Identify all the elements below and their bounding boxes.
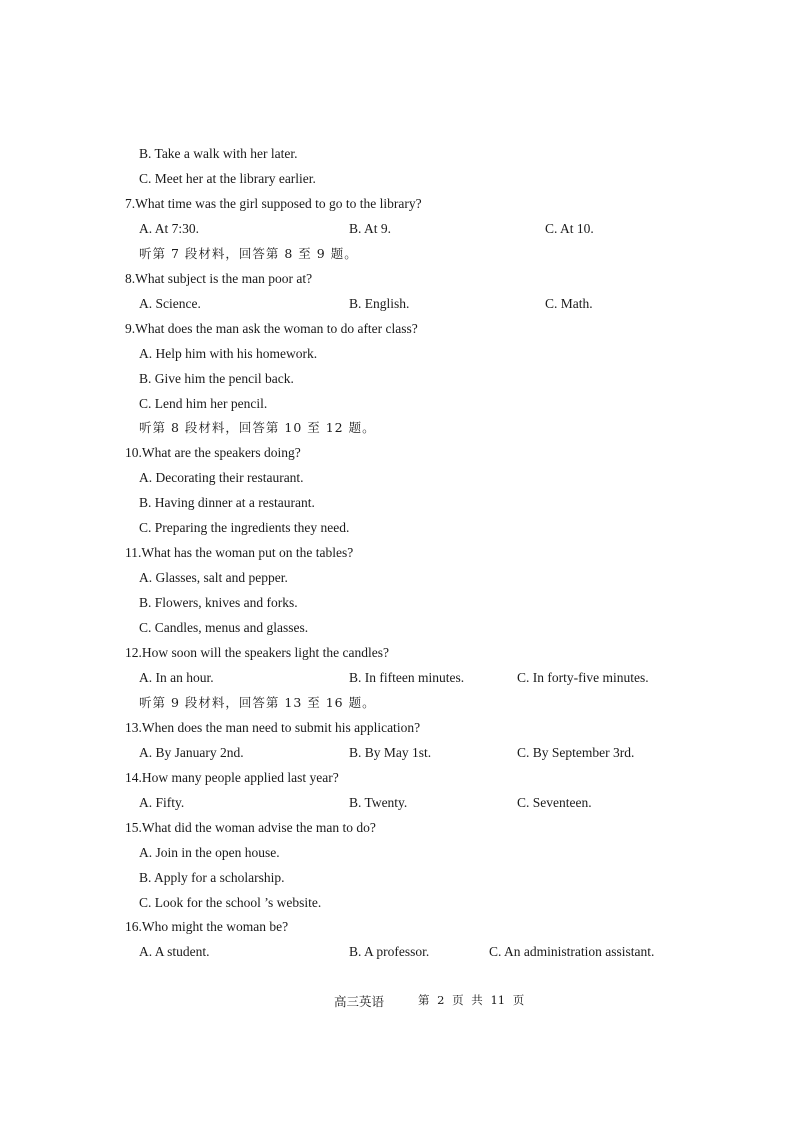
answer-option: C. Lend him her pencil. xyxy=(139,396,268,411)
footer-page-number: 第 2 页 共 11 页 xyxy=(418,993,525,1007)
answer-option-a: A. In an hour. xyxy=(139,670,214,685)
answer-option-c: C. Math. xyxy=(545,296,593,311)
question-text: 7.What time was the girl supposed to go to the library? xyxy=(125,196,422,211)
answer-option: A. Glasses, salt and pepper. xyxy=(139,570,288,585)
answer-option-a: A. By January 2nd. xyxy=(139,745,244,760)
answer-option-a: A. At 7:30. xyxy=(139,221,200,236)
answer-option-c: C. At 10. xyxy=(545,221,594,236)
question-text: 12.How soon will the speakers light the candles? xyxy=(125,645,389,660)
question-text: 16.Who might the woman be? xyxy=(125,919,289,934)
answer-option: B. Having dinner at a restaurant. xyxy=(139,495,315,510)
answer-option: C. Look for the school ’s website. xyxy=(139,895,322,910)
answer-option: B. Give him the pencil back. xyxy=(139,371,294,386)
answer-option: C. Meet her at the library earlier. xyxy=(139,171,316,186)
answer-option: A. Help him with his homework. xyxy=(139,346,318,361)
question-text: 13.When does the man need to submit his application? xyxy=(125,720,421,735)
question-text: 11.What has the woman put on the tables? xyxy=(125,545,354,560)
answer-option-c: C. Seventeen. xyxy=(517,795,592,810)
answer-option-a: A. Fifty. xyxy=(139,795,185,810)
answer-option-b: B. At 9. xyxy=(349,221,392,236)
footer-subject-title: 高三英语 xyxy=(334,994,385,1009)
answer-option: B. Apply for a scholarship. xyxy=(139,870,285,885)
answer-option: B. Flowers, knives and forks. xyxy=(139,595,298,610)
answer-option-b: B. English. xyxy=(349,296,410,311)
question-text: 10.What are the speakers doing? xyxy=(125,445,301,460)
answer-option: B. Take a walk with her later. xyxy=(139,146,298,161)
answer-option: C. Preparing the ingredients they need. xyxy=(139,520,350,535)
answer-option-b: B. Twenty. xyxy=(349,795,408,810)
question-text: 15.What did the woman advise the man to do? xyxy=(125,820,376,835)
answer-option-b: B. In fifteen minutes. xyxy=(349,670,465,685)
answer-option-b: B. By May 1st. xyxy=(349,745,432,760)
question-text: 14.How many people applied last year? xyxy=(125,770,339,785)
section-instruction: 听第 8 段材料，回答第 10 至 12 题。 xyxy=(139,420,376,435)
question-text: 9.What does the man ask the woman to do after class? xyxy=(125,321,418,336)
answer-option-c: C. In forty-five minutes. xyxy=(517,670,649,685)
answer-option: A. Decorating their restaurant. xyxy=(139,470,304,485)
answer-option-a: A. A student. xyxy=(139,944,210,959)
answer-option: A. Join in the open house. xyxy=(139,845,280,860)
answer-option-c: C. An administration assistant. xyxy=(489,944,655,959)
answer-option-a: A. Science. xyxy=(139,296,201,311)
answer-option-b: B. A professor. xyxy=(349,944,430,959)
question-text: 8.What subject is the man poor at? xyxy=(125,271,313,286)
answer-option: C. Candles, menus and glasses. xyxy=(139,620,309,635)
section-instruction: 听第 9 段材料，回答第 13 至 16 题。 xyxy=(139,695,376,710)
section-instruction: 听第 7 段材料，回答第 8 至 9 题。 xyxy=(139,246,358,261)
answer-option-c: C. By September 3rd. xyxy=(517,745,635,760)
